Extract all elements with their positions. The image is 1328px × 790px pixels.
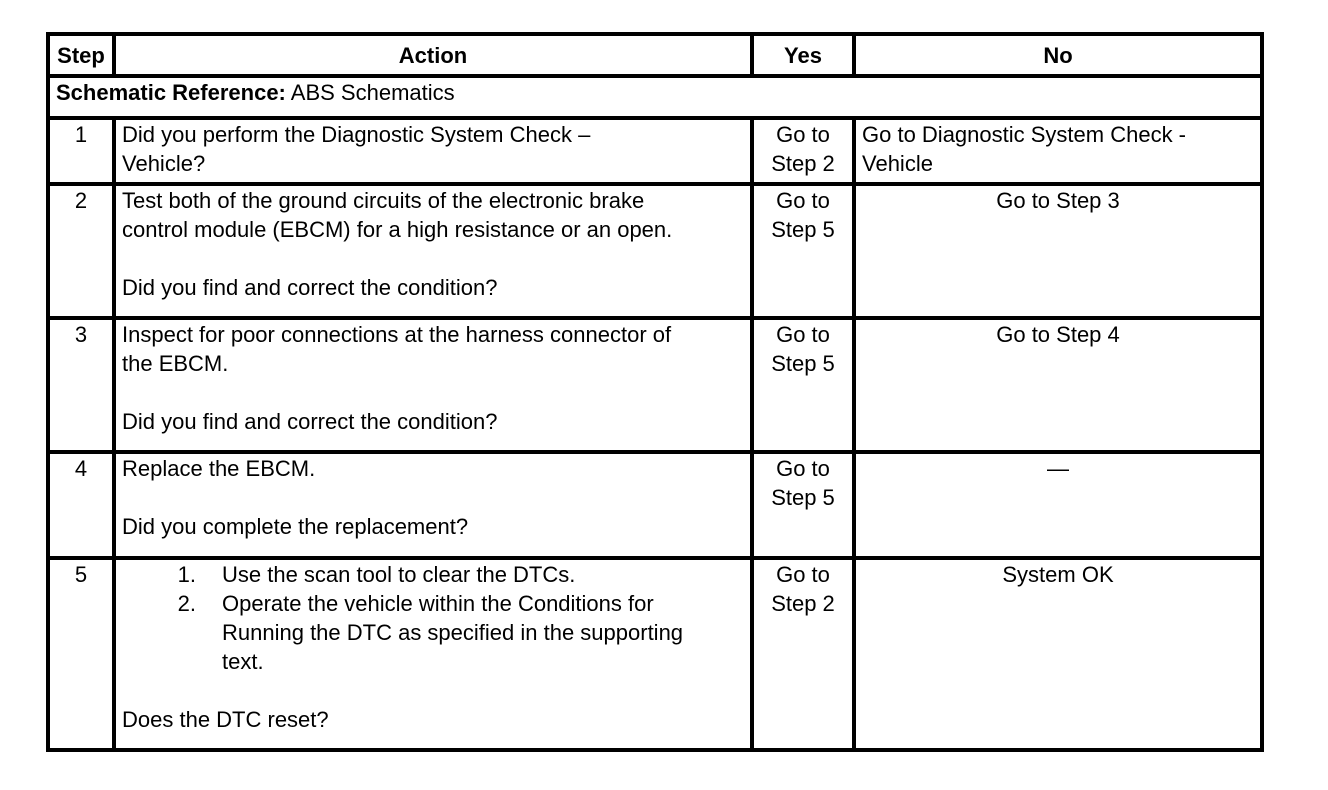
action-text: Replace the EBCM.	[122, 456, 316, 481]
action-cell	[114, 452, 752, 558]
no-cell	[854, 318, 1262, 452]
action-text: Vehicle?	[122, 151, 206, 176]
substep-text-line: text.	[222, 649, 264, 674]
no-cell	[854, 558, 1262, 750]
no-text: System OK	[1002, 562, 1114, 587]
no-text: Vehicle	[862, 151, 933, 176]
yes-text: Go to	[776, 322, 830, 347]
header-step: Step	[48, 34, 114, 76]
action-text: Inspect for poor connections at the harness connector of	[122, 322, 672, 347]
substep-text-line: Running the DTC as specified in the supporting	[222, 620, 684, 645]
action-question: Did you find and correct the condition?	[122, 409, 498, 434]
no-cell	[854, 184, 1262, 318]
action-text: Did you perform the Diagnostic System Check –	[122, 122, 591, 147]
action-cell	[114, 558, 752, 750]
substep-item	[122, 589, 744, 676]
action-cell	[114, 118, 752, 184]
yes-text: Step 5	[771, 485, 835, 510]
substep-item	[122, 560, 744, 589]
action-cell	[114, 318, 752, 452]
table-row	[48, 452, 1262, 558]
action-question: Did you complete the replacement?	[122, 514, 469, 539]
table-row	[48, 318, 1262, 452]
substep-list	[122, 560, 744, 676]
table-row	[48, 558, 1262, 750]
no-text: Go to Diagnostic System Check -	[862, 122, 1187, 147]
yes-cell	[752, 184, 854, 318]
step-number: 2	[48, 184, 114, 318]
yes-text: Step 2	[771, 591, 835, 616]
diagnostic-table	[46, 32, 1264, 752]
yes-cell	[752, 558, 854, 750]
yes-cell	[752, 118, 854, 184]
action-text: the EBCM.	[122, 351, 229, 376]
substep-text	[222, 589, 744, 676]
action-text: Test both of the ground circuits of the electronic brake	[122, 188, 645, 213]
step-number: 3	[48, 318, 114, 452]
yes-text: Go to	[776, 122, 830, 147]
action-cell	[114, 184, 752, 318]
yes-cell	[752, 318, 854, 452]
yes-text: Go to	[776, 456, 830, 481]
action-question: Does the DTC reset?	[122, 707, 329, 732]
schematic-reference-cell	[48, 76, 1262, 118]
yes-cell	[752, 452, 854, 558]
header-row	[48, 34, 1262, 76]
yes-text: Step 2	[771, 151, 835, 176]
header-action: Action	[114, 34, 752, 76]
substep-number: 2.	[177, 591, 196, 616]
no-text: Go to Step 3	[996, 188, 1120, 213]
no-text: —	[1047, 456, 1069, 481]
step-number: 5	[48, 558, 114, 750]
table-row	[48, 184, 1262, 318]
step-number: 4	[48, 452, 114, 558]
action-question: Did you find and correct the condition?	[122, 275, 498, 300]
substep-text: Use the scan tool to clear the DTCs.	[222, 562, 576, 587]
no-cell	[854, 452, 1262, 558]
substep-number: 1.	[177, 562, 196, 587]
no-text: Go to Step 4	[996, 322, 1120, 347]
step-number: 1	[48, 118, 114, 184]
schematic-reference-row	[48, 76, 1262, 118]
schematic-reference-label: Schematic Reference:	[56, 80, 286, 105]
header-no: No	[854, 34, 1262, 76]
yes-text: Step 5	[771, 217, 835, 242]
action-text: control module (EBCM) for a high resistance or an open.	[122, 217, 673, 242]
schematic-reference-value: ABS Schematics	[290, 80, 455, 105]
header-yes: Yes	[752, 34, 854, 76]
table-row	[48, 118, 1262, 184]
substep-text-line: Operate the vehicle within the Conditions for	[222, 591, 654, 616]
yes-text: Go to	[776, 562, 830, 587]
no-cell	[854, 118, 1262, 184]
yes-text: Go to	[776, 188, 830, 213]
yes-text: Step 5	[771, 351, 835, 376]
